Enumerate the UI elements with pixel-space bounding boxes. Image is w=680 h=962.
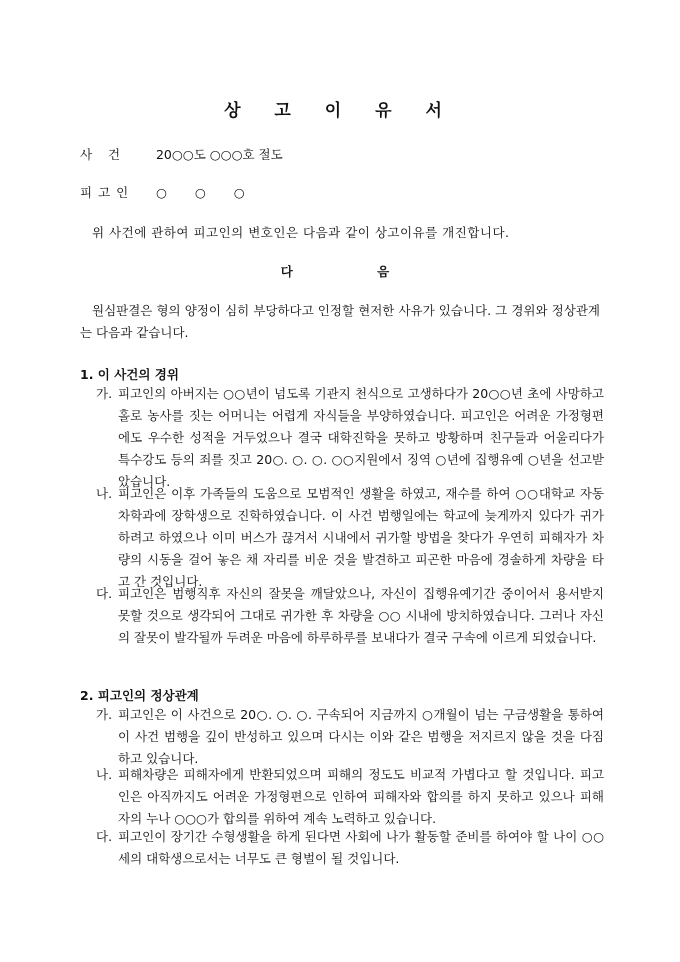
item-mark: 다. — [96, 586, 113, 601]
item-text: 피고인은 범행직후 자신의 잘못을 깨달았으나, 자신이 집행유예기간 중이어서 용서받지 못할 것으로 생각되어 그대로 귀가한 후 차량을 ○○ 시내에 방치하였습니다. 그러나 자신의 잘못이 발각될까 두려운 마음에 하루하루를 보내다가 결국 구속에 이르게 되었습니다. — [118, 586, 604, 645]
list-item — [96, 583, 604, 649]
item-text: 피고인은 이후 가족들의 도움으로 모범적인 생활을 하였고, 재수를 하여 ○○대학교 자동차학과에 장학생으로 진학하였습니다. 이 사건 범행일에는 학교에 늦게까지 있다가 귀가하려고 하였으나 이미 버스가 끊겨서 시내에서 귀가할 방법을 찾다가 우연히 피해자가 차량의 시동을 걸어 놓은 채 자리를 비운 것을 발견하고 피곤한 마음에 경솔하게 차량을 타고 간 것입니다. — [118, 486, 604, 589]
defendant-value: ○ ○ ○ — [155, 185, 245, 200]
list-item — [96, 704, 604, 770]
intro-text: 위 사건에 관하여 피고인의 변호인은 다음과 같이 상고이유를 개진합니다. — [92, 225, 510, 240]
document-title: 상 고 이 유 서 — [224, 101, 456, 121]
item-mark: 나. — [96, 767, 113, 782]
item-mark: 다. — [96, 829, 113, 844]
defendant-label: 피고인 — [80, 185, 135, 200]
opening-paragraph — [80, 300, 600, 344]
list-item — [96, 483, 604, 593]
section-title-1: 1. 이 사건의 경위 — [80, 367, 179, 382]
item-mark: 가. — [96, 707, 113, 722]
item-text: 피해차량은 피해자에게 반환되었으며 피해의 정도도 비교적 가볍다고 할 것입니다. 피고인은 아직까지도 어려운 가정형편으로 인하여 피해자와 합의를 하지 못하고 있으나 피해자의 누나 ○○○가 합의를 위하여 계속 노력하고 있습니다. — [118, 767, 604, 826]
item-text: 피고인이 장기간 수형생활을 하게 된다면 사회에 나가 활동할 준비를 하여야 할 나이 ○○세의 대학생으로서는 너무도 큰 형벌이 될 것입니다. — [118, 829, 604, 866]
section-heading: 다 음 — [280, 264, 430, 279]
case-label: 사 건 — [80, 147, 127, 162]
item-mark: 가. — [96, 386, 113, 401]
list-item — [96, 764, 604, 830]
case-line — [80, 145, 283, 163]
case-value: 20○○도 ○○○호 절도 — [155, 147, 283, 162]
opening-text: 원심판결은 형의 양정이 심히 부당하다고 인정할 현저한 사유가 있습니다. 그 경위와 정상관계는 다음과 같습니다. — [80, 303, 600, 340]
list-item — [96, 383, 604, 493]
item-mark: 나. — [96, 486, 113, 501]
list-item — [96, 826, 604, 870]
defendant-line — [80, 183, 245, 201]
item-text: 피고인은 이 사건으로 20○. ○. ○. 구속되어 지금까지 ○개월이 넘는 구금생활을 통하여 이 사건 범행을 깊이 반성하고 있으며 다시는 이와 같은 범행을 저지르지 않을 것을 다짐하고 있습니다. — [118, 707, 604, 766]
section-title-2: 2. 피고인의 정상관계 — [80, 688, 199, 703]
item-text: 피고인의 아버지는 ○○년이 넘도록 기관지 천식으로 고생하다가 20○○년 초에 사망하고 홀로 농사를 짓는 어머니는 어렵게 자식들을 부양하였습니다. 피고인은 어려운 가정형편에도 우수한 성적을 거두었으나 결국 대학진학을 못하고 방황하며 친구들과 어울리다가 특수강도 등의 죄를 짓고 20○. ○. ○. ○○지원에서 징역 ○년에 집행유예 ○년을 선고받았습니다. — [118, 386, 604, 489]
